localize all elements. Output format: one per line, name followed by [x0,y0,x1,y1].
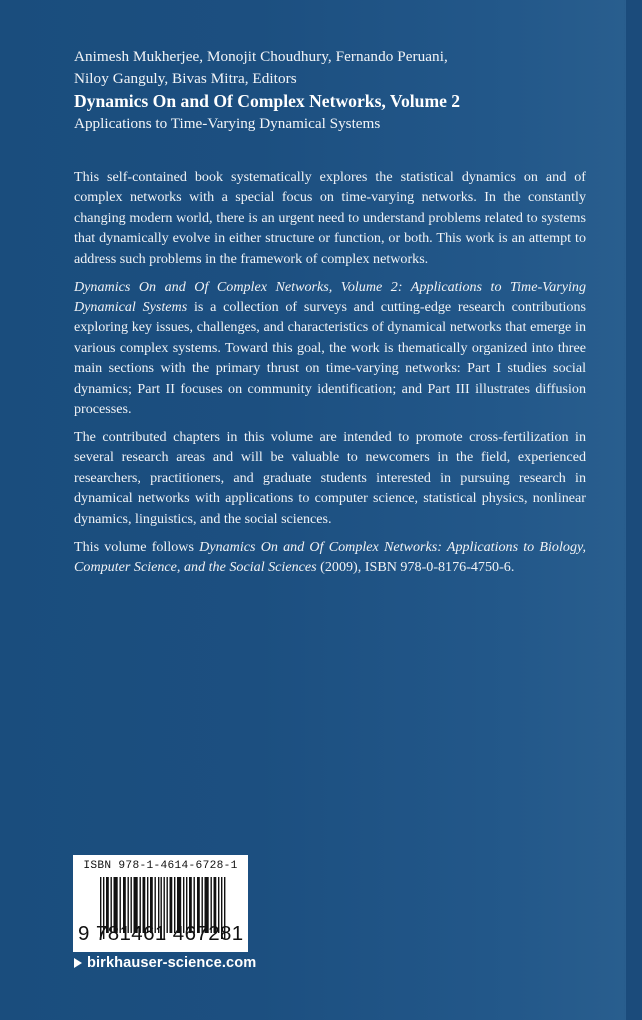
blurb-paragraph-1: This self-contained book systematically explores the statistical dynamics on and of complex networks with a special focus on time-varying networks. In the constantly changing modern world, there is an urgent need to understand problems related to systems that dynamically evolve in either structure or function, or both. This work is an attempt to address such problems in the framework of complex networks. [74,169,586,267]
publisher-website-link[interactable] [74,955,256,971]
blurb-paragraph-2 [74,277,586,420]
play-triangle-icon [74,958,82,968]
cover-edge-strip [625,0,642,1020]
description-blurb [74,167,586,585]
barcode-digits: 9 781461 467281 [78,922,244,945]
blurb-paragraph-2-text: is a collection of surveys and cutting-edge research contributions exploring key issues, challenges, and characteristics of dynamical networks that emerge in various complex systems. Toward this goal, the work is thematically organized into three main sections with the primary thrust on time-varying networks: Part I studies social dynamics; Part II focuses on community identification; and Part III illustrates diffusion processes. [74,299,586,418]
book-subtitle: Applications to Time-Varying Dynamical Systems [74,115,381,132]
blurb-paragraph-4-prefix: This volume follows [74,538,200,555]
isbn-barcode [73,855,248,952]
publisher-website-text: birkhauser-science.com [87,955,257,971]
blurb-paragraph-4-suffix: (2009), ISBN 978-0-8176-4750-6. [316,559,515,576]
cover-header [74,46,594,135]
blurb-paragraph-2-title: Dynamics On and Of Complex Networks, Volume 2: Applications to Time-Varying Dynamical Systems [74,278,586,316]
blurb-paragraph-4 [74,537,586,578]
editors-line-2: Niloy Ganguly, Bivas Mitra, Editors [74,69,297,87]
isbn-label: ISBN 978-1-4614-6728-1 [83,860,238,872]
editors-line-1: Animesh Mukherjee, Monojit Choudhury, Fernando Peruani, [74,48,448,65]
book-title: Dynamics On and Of Complex Networks, Volume 2 [74,91,461,111]
blurb-paragraph-4-title: Dynamics On and Of Complex Networks: Applications to Biology, Computer Science, and the Social Sciences [74,538,586,576]
blurb-paragraph-3: The contributed chapters in this volume are intended to promote cross-fertilization in several research areas and will be valuable to newcomers in the field, experienced researchers, practitioners, and graduate students interested in pursuing research in dynamical networks with applications to computer science, statistical physics, nonlinear dynamics, linguistics, and the social sciences. [74,429,586,527]
